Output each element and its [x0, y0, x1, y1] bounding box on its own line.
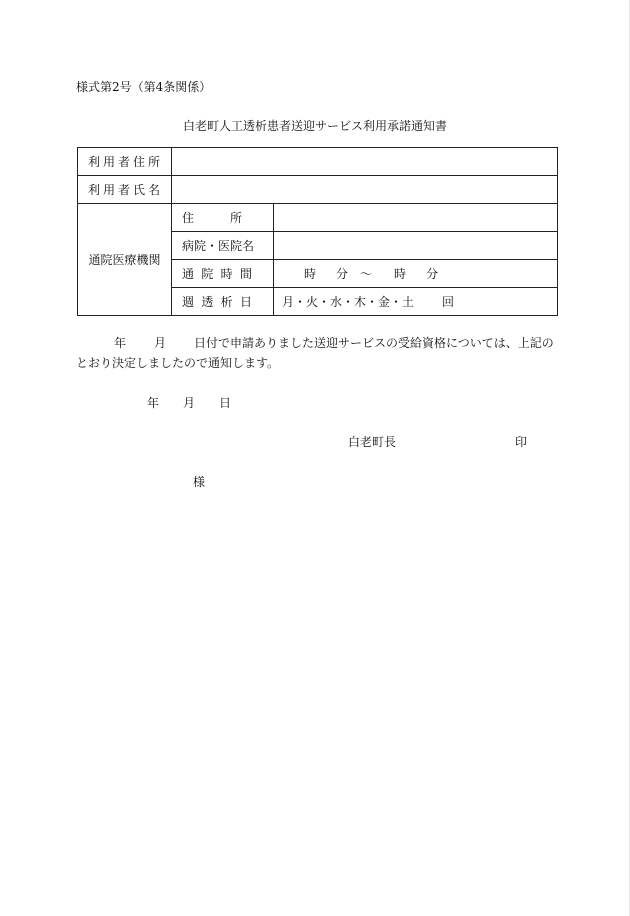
- body-month: 月: [154, 336, 167, 350]
- user-address-field: [172, 148, 558, 176]
- visit-time-label-text: 通院時間: [182, 267, 252, 281]
- time-hour-start: 時: [304, 267, 317, 281]
- hospital-label: 病院・医院名: [172, 232, 274, 260]
- weekly-field: [274, 288, 558, 316]
- address-label: 住 所: [172, 204, 274, 232]
- weekly-label-text: 週透析日: [182, 295, 252, 309]
- document-title: 白老町人工透析患者送迎サービス利用承諾通知書: [182, 119, 447, 133]
- time-minute-start: 分: [336, 267, 349, 281]
- weekly-label: [172, 288, 274, 316]
- user-name-field: [172, 176, 558, 204]
- user-name-label: 利用者氏名: [78, 176, 172, 204]
- issuer-name: 白老町長: [348, 435, 397, 449]
- institution-label: 通院医療機関: [78, 204, 172, 316]
- form-number: 様式第2号（第4条関係）: [76, 80, 212, 94]
- times-unit: 回: [442, 295, 455, 309]
- user-address-label: 利用者住所: [78, 148, 172, 176]
- date-month: 月: [183, 396, 196, 410]
- body-paragraph: [76, 333, 556, 373]
- address-field: [274, 204, 558, 232]
- date-year: 年: [147, 396, 160, 410]
- visit-time-field: [274, 260, 558, 288]
- date-line: [147, 396, 231, 410]
- hospital-field: [274, 232, 558, 260]
- recipient-suffix: 様: [193, 475, 206, 489]
- time-tilde: ～: [360, 267, 373, 281]
- row-user-name: [78, 176, 558, 204]
- row-address: [78, 204, 558, 232]
- body-text: 日付で申請ありました送迎サービスの受給資格については、上記のとおり決定しましたので通知します。: [76, 336, 554, 370]
- application-table: [77, 147, 558, 316]
- body-year: 年: [114, 336, 127, 350]
- weekdays-text: 月・火・水・木・金・土: [282, 295, 415, 309]
- time-minute-end: 分: [426, 267, 439, 281]
- time-hour-end: 時: [394, 267, 407, 281]
- visit-time-label: [172, 260, 274, 288]
- date-day: 日: [219, 396, 232, 410]
- seal-mark: 印: [515, 435, 528, 449]
- row-user-address: [78, 148, 558, 176]
